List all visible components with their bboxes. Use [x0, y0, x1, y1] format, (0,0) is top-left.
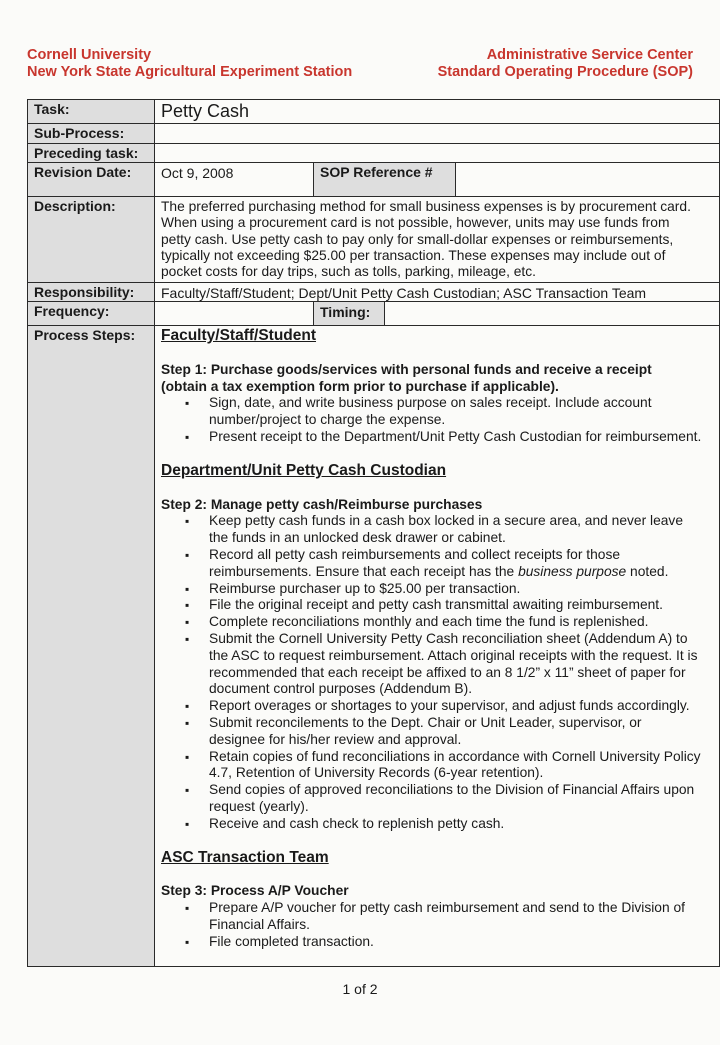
- list-item: ▪ File the original receipt and petty cash transmittal awaiting reimbursement.: [185, 597, 663, 613]
- responsibility-label: Responsibility:: [27, 282, 155, 302]
- bullet-icon: ▪: [185, 396, 190, 411]
- bullet-icon: ▪: [185, 749, 190, 764]
- section-title: Department/Unit Petty Cash Custodian: [161, 461, 447, 479]
- bullet-icon: ▪: [185, 615, 190, 630]
- responsibility-value: Faculty/Staff/Student; Dept/Unit Petty Cash Custodian; ASC Transaction Team: [154, 282, 720, 302]
- list-item: ▪ Submit reconcilements to the Dept. Chair or Unit Leader, supervisor, or designee for his/her review and approval.: [185, 714, 642, 747]
- list-item: ▪ Report overages or shortages to your supervisor, and adjust funds accordingly.: [185, 698, 690, 714]
- frequency-label: Frequency:: [27, 301, 155, 326]
- bullet-icon: ▪: [185, 547, 190, 562]
- process-steps: [161, 328, 717, 951]
- bullet-list: [161, 900, 717, 950]
- bullet-list: [161, 513, 717, 832]
- description-text: [161, 199, 720, 280]
- bullet-icon: ▪: [185, 934, 190, 949]
- section-title: ASC Transaction Team: [161, 848, 329, 866]
- list-item: ▪ Complete reconciliations monthly and each time the fund is replenished.: [185, 614, 649, 630]
- bullet-icon: ▪: [185, 631, 190, 646]
- bullet-icon: ▪: [185, 581, 190, 596]
- bullet-list: [161, 395, 717, 445]
- description-line: pocket costs for day trips, such as tolls, parking, mileage, etc.: [161, 264, 536, 280]
- step-title: Step 2: Manage petty cash/Reimburse purchases: [161, 496, 483, 512]
- preceding-label: Preceding task:: [27, 143, 155, 163]
- sopref-label: SOP Reference #: [313, 162, 456, 197]
- steps-label: Process Steps:: [27, 325, 155, 967]
- step-title: (obtain a tax exemption form prior to purchase if applicable).: [161, 378, 559, 394]
- list-item: ▪ Keep petty cash funds in a cash box locked in a secure area, and never leave the funds in an unlocked desk drawer or cabinet.: [185, 513, 683, 546]
- description-line: When using a procurement card is not possible, however, units may use funds from: [161, 215, 670, 231]
- section-title: Faculty/Staff/Student: [161, 327, 317, 344]
- list-item: ▪ Retain copies of fund reconciliations in accordance with Cornell University Policy 4.7, Retention of University Records (6-year retention).: [185, 748, 701, 781]
- bullet-icon: ▪: [185, 715, 190, 730]
- list-item: ▪ Reimburse purchaser up to $25.00 per transaction.: [185, 580, 521, 596]
- list-item: ▪ Receive and cash check to replenish petty cash.: [185, 815, 505, 831]
- bullet-icon: ▪: [185, 598, 190, 613]
- description-line: The preferred purchasing method for small business expenses is by procurement card.: [161, 199, 691, 214]
- step-title: Step 1: Purchase goods/services with personal funds and receive a receipt: [161, 361, 652, 377]
- page-number: 1 of 2: [342, 981, 378, 997]
- bullet-icon: ▪: [185, 816, 190, 831]
- header-right: [438, 47, 693, 81]
- step-title: Step 3: Process A/P Voucher: [161, 883, 349, 899]
- center-name: Administrative Service Center: [486, 47, 693, 63]
- sopref-value: [455, 162, 720, 197]
- org-name: Cornell University: [27, 47, 152, 63]
- frequency-value: [154, 301, 314, 326]
- list-item: ▪ Submit the Cornell University Petty Cash reconciliation sheet (Addendum A) to the ASC to request reimbursement. Attach original receipts with the request. It is recommended that each receipt be affixed to an 8 1/2” x 11” sheet of paper for document control purposes (Addendum B).: [185, 630, 698, 697]
- org-station: New York State Agricultural Experiment Station: [27, 64, 353, 80]
- timing-value: [384, 301, 720, 326]
- task-value: Petty Cash: [154, 99, 720, 124]
- list-item: ▪ Sign, date, and write business purpose on sales receipt. Include account number/project to charge the expense.: [185, 395, 652, 428]
- revision-label: Revision Date:: [27, 162, 155, 197]
- list-item: ▪ Send copies of approved reconciliations to the Division of Financial Affairs upon request (yearly).: [185, 782, 695, 814]
- bullet-icon: ▪: [185, 901, 190, 916]
- preceding-value: [154, 143, 720, 163]
- subprocess-value: [154, 123, 720, 144]
- list-item: ▪ File completed transaction.: [185, 933, 374, 949]
- revision-value: Oct 9, 2008: [154, 162, 314, 197]
- list-item: ▪ Prepare A/P voucher for petty cash reimbursement and send to the Division of Financial Affairs.: [185, 900, 685, 932]
- bullet-icon: ▪: [185, 783, 190, 798]
- list-item: ▪ Present receipt to the Department/Unit Petty Cash Custodian for reimbursement.: [185, 428, 702, 444]
- description-label: Description:: [27, 196, 155, 283]
- sop-title: Standard Operating Procedure (SOP): [437, 64, 693, 80]
- bullet-icon: ▪: [185, 699, 190, 714]
- bullet-icon: ▪: [185, 429, 190, 444]
- subprocess-label: Sub-Process:: [27, 123, 155, 144]
- list-item: ▪ Record all petty cash reimbursements and collect receipts for those reimbursements. Ensure that each receipt has the business purpose noted.: [185, 546, 669, 579]
- timing-label: Timing:: [313, 301, 385, 326]
- description-line: typically not exceeding $25.00 per transaction. These expenses may include out of: [161, 247, 666, 263]
- bullet-icon: ▪: [185, 514, 190, 529]
- task-label: Task:: [27, 99, 155, 124]
- description-line: petty cash. Use petty cash to pay only for small-dollar expenses or reimbursements,: [161, 231, 674, 247]
- header-left: [27, 47, 352, 81]
